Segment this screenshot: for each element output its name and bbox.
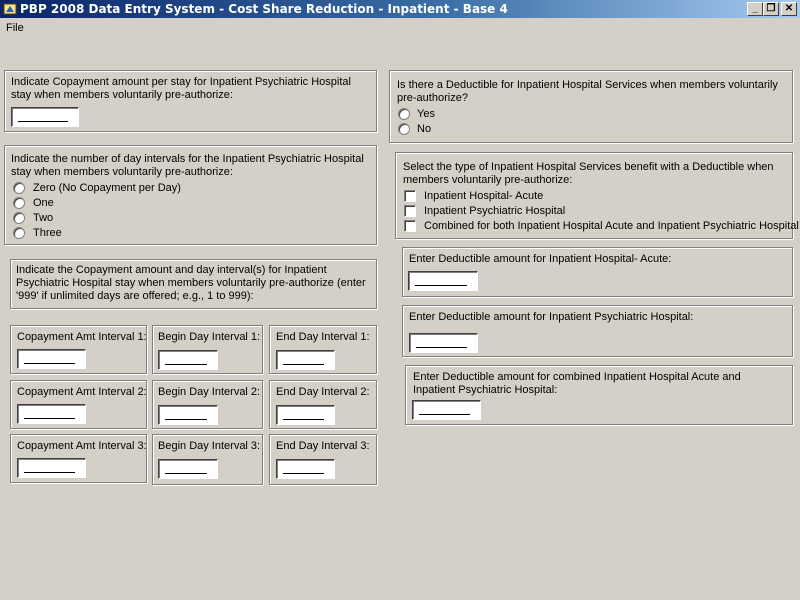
minimize-icon: _ <box>752 3 758 14</box>
close-icon: ✕ <box>784 3 794 14</box>
close-button[interactable] <box>781 2 797 16</box>
check-psych[interactable] <box>404 205 416 217</box>
copay-interval-3-input[interactable] <box>17 458 86 478</box>
end-day-2-group <box>269 380 377 429</box>
copay-per-stay-prompt: Indicate Copayment amount per stay for Inpatient Psychiatric Hospital stay when members voluntarily pre-authorize: <box>11 76 351 101</box>
check-combined-label: Combined for both Inpatient Hospital Acute and Inpatient Psychiatric Hospital <box>424 220 799 232</box>
radio-two[interactable] <box>13 212 25 224</box>
end-day-1-group <box>269 325 377 374</box>
radio-deductible-no[interactable] <box>398 123 410 135</box>
begin-day-1-label: Begin Day Interval 1: <box>158 331 261 343</box>
copay-interval-1-group <box>10 325 147 374</box>
minimize-button[interactable] <box>747 2 763 16</box>
begin-day-3-group <box>152 434 263 485</box>
begin-day-3-label: Begin Day Interval 3: <box>158 440 261 452</box>
radio-deductible-no-label: No <box>417 123 432 135</box>
restore-icon: ❐ <box>766 3 776 14</box>
end-day-3-group <box>269 434 377 485</box>
day-intervals-prompt: Indicate the number of day intervals for the Inpatient Psychiatric Hospital stay when members voluntarily pre-authorize: <box>11 153 364 178</box>
copay-per-stay-input[interactable] <box>11 107 79 127</box>
deductible-combined-panel <box>405 365 793 425</box>
begin-day-2-group <box>152 380 263 429</box>
app-icon <box>3 2 17 16</box>
end-day-2-label: End Day Interval 2: <box>276 386 370 398</box>
begin-day-1-input[interactable] <box>158 350 218 370</box>
menu-file[interactable]: File <box>6 22 24 34</box>
copay-interval-2-input[interactable] <box>17 404 86 424</box>
radio-deductible-yes-label: Yes <box>417 108 435 120</box>
radio-one-label: One <box>33 197 54 209</box>
end-day-1-label: End Day Interval 1: <box>276 331 370 343</box>
deductible-type-panel <box>395 152 799 239</box>
copay-interval-2-label: Copayment Amt Interval 2: <box>17 386 147 398</box>
deductible-acute-prompt: Enter Deductible amount for Inpatient Hospital- Acute: <box>409 253 672 265</box>
restore-button[interactable] <box>763 2 779 16</box>
copay-interval-3-label: Copayment Amt Interval 3: <box>17 440 147 452</box>
radio-deductible-yes[interactable] <box>398 108 410 120</box>
deductible-psych-panel <box>402 305 793 357</box>
radio-one[interactable] <box>13 197 25 209</box>
begin-day-3-input[interactable] <box>158 459 218 479</box>
copay-intervals-prompt: Indicate the Copayment amount and day interval(s) for Inpatient Psychiatric Hospital stay when members voluntarily pre-authorize (enter '999' if unlimited days are offered; e.g., 1 to 999): <box>16 264 366 302</box>
check-acute[interactable] <box>404 190 416 202</box>
window-title: PBP 2008 Data Entry System - Cost Share Reduction - Inpatient - Base 4 <box>20 2 508 16</box>
check-psych-label: Inpatient Psychiatric Hospital <box>424 205 566 217</box>
menu-bar <box>0 20 800 36</box>
begin-day-1-group <box>152 325 263 374</box>
copay-per-stay-panel <box>4 70 377 132</box>
copay-intervals-panel <box>10 259 377 309</box>
deductible-psych-prompt: Enter Deductible amount for Inpatient Psychiatric Hospital: <box>409 311 694 323</box>
radio-three[interactable] <box>13 227 25 239</box>
copay-interval-1-input[interactable] <box>17 349 86 369</box>
begin-day-2-input[interactable] <box>158 405 218 425</box>
end-day-2-input[interactable] <box>276 405 335 425</box>
deductible-psych-input[interactable] <box>409 333 478 353</box>
deductible-type-prompt: Select the type of Inpatient Hospital Services benefit with a Deductible when members voluntarily pre-authorize: <box>403 161 774 186</box>
end-day-3-input[interactable] <box>276 459 335 479</box>
radio-zero-label: Zero (No Copayment per Day) <box>33 182 181 194</box>
radio-zero[interactable] <box>13 182 25 194</box>
copay-interval-1-label: Copayment Amt Interval 1: <box>17 331 147 343</box>
end-day-3-label: End Day Interval 3: <box>276 440 370 452</box>
day-intervals-panel <box>4 145 377 245</box>
deductible-acute-input[interactable] <box>408 271 478 291</box>
copay-interval-3-group <box>10 434 147 483</box>
end-day-1-input[interactable] <box>276 350 335 370</box>
deductible-combined-prompt: Enter Deductible amount for combined Inpatient Hospital Acute and Inpatient Psychiatric Hospital: <box>413 371 741 396</box>
deductible-acute-panel <box>402 247 793 297</box>
begin-day-2-label: Begin Day Interval 2: <box>158 386 261 398</box>
copay-interval-2-group <box>10 380 147 429</box>
radio-two-label: Two <box>33 212 54 224</box>
deductible-combined-input[interactable] <box>412 400 481 420</box>
title-bar <box>0 0 800 18</box>
check-combined[interactable] <box>404 220 416 232</box>
check-acute-label: Inpatient Hospital- Acute <box>424 190 544 202</box>
deductible-prompt: Is there a Deductible for Inpatient Hospital Services when members voluntarily pre-authorize? <box>397 79 778 104</box>
radio-three-label: Three <box>33 227 62 239</box>
deductible-panel <box>389 70 793 143</box>
